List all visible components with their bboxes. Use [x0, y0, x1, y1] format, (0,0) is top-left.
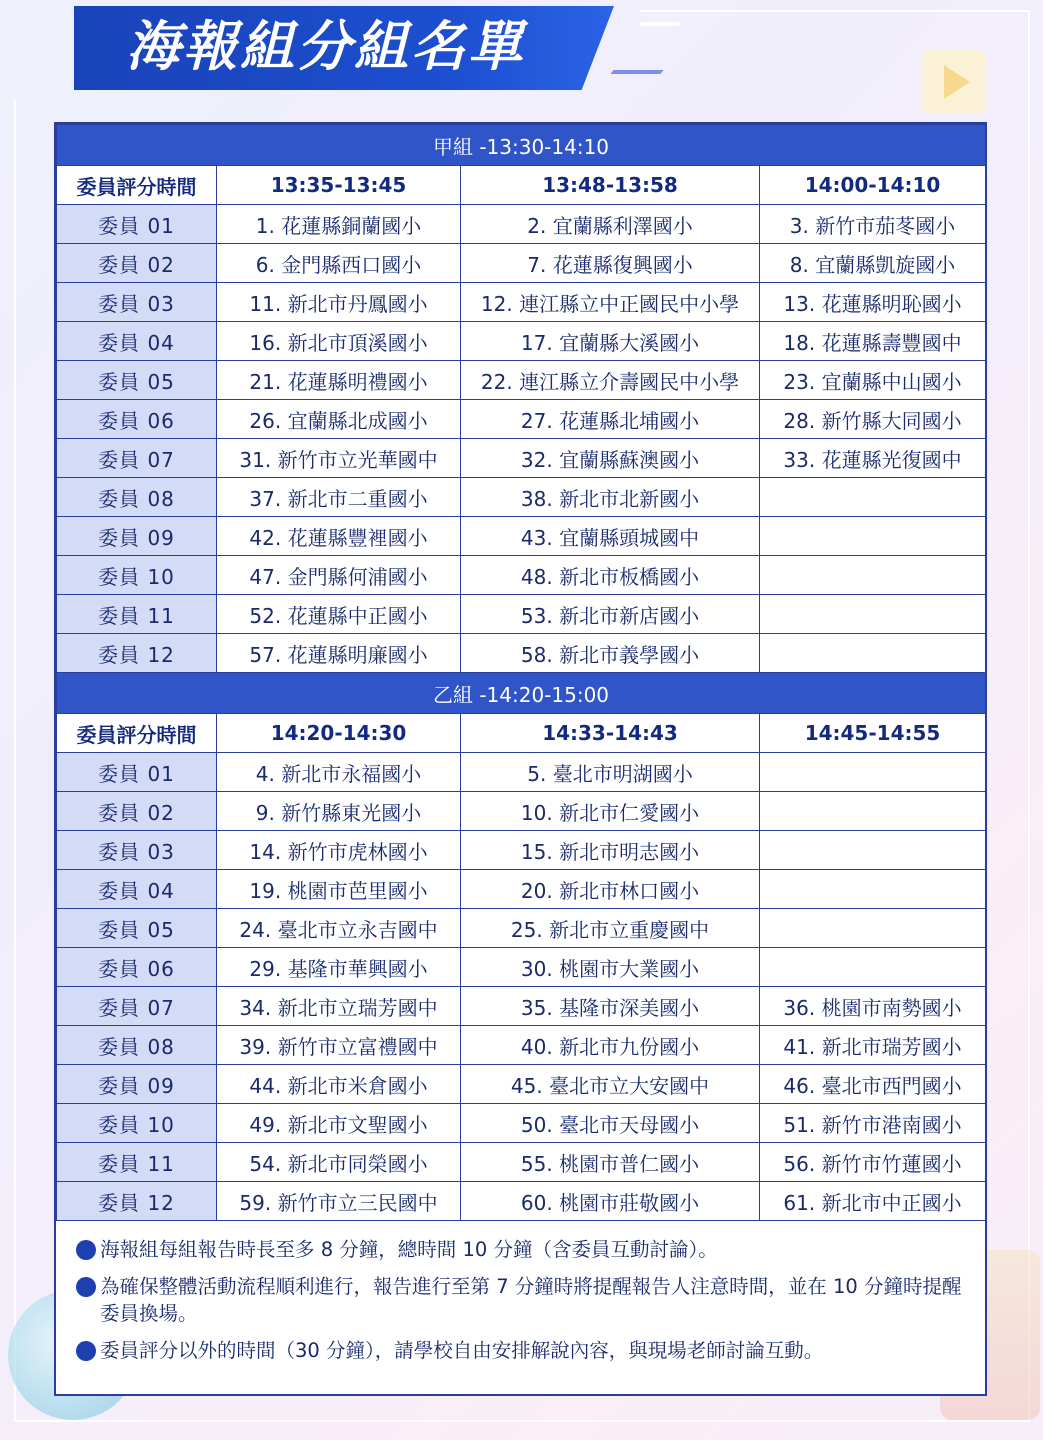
member-label: 委員 03 — [57, 831, 217, 870]
school-cell: 18. 花蓮縣壽豐國中 — [760, 322, 986, 361]
school-cell: 22. 連江縣立介壽國民中小學 — [461, 361, 760, 400]
member-label: 委員 02 — [57, 244, 217, 283]
school-cell: 43. 宜蘭縣頭城國中 — [461, 517, 760, 556]
frame-line-left — [14, 100, 16, 1420]
school-cell — [760, 948, 986, 987]
time-slot-header: 14:00-14:10 — [760, 166, 986, 205]
member-label: 委員 09 — [57, 517, 217, 556]
group-header-row — [57, 125, 986, 166]
school-cell: 13. 花蓮縣明恥國小 — [760, 283, 986, 322]
table-row — [57, 987, 986, 1026]
notes — [76, 1236, 976, 1374]
school-cell: 24. 臺北市立永吉國中 — [217, 909, 461, 948]
school-cell: 1. 花蓮縣銅蘭國小 — [217, 205, 461, 244]
bullet-icon — [76, 1341, 96, 1361]
school-cell: 19. 桃園市芭里國小 — [217, 870, 461, 909]
member-label: 委員 05 — [57, 361, 217, 400]
school-cell: 33. 花蓮縣光復國中 — [760, 439, 986, 478]
school-cell: 44. 新北市米倉國小 — [217, 1065, 461, 1104]
time-label: 委員評分時間 — [57, 714, 217, 753]
deco-stripe-1 — [610, 70, 663, 74]
table-row — [57, 1026, 986, 1065]
school-cell: 8. 宜蘭縣凱旋國小 — [760, 244, 986, 283]
member-label: 委員 02 — [57, 792, 217, 831]
school-cell — [760, 909, 986, 948]
table-row — [57, 1104, 986, 1143]
school-cell: 30. 桃園市大業國小 — [461, 948, 760, 987]
school-cell — [760, 595, 986, 634]
table-row — [57, 439, 986, 478]
school-cell — [760, 870, 986, 909]
member-label: 委員 11 — [57, 1143, 217, 1182]
school-cell — [760, 753, 986, 792]
member-label: 委員 01 — [57, 753, 217, 792]
table-row — [57, 831, 986, 870]
school-cell: 12. 連江縣立中正國民中小學 — [461, 283, 760, 322]
table-row — [57, 909, 986, 948]
school-cell — [760, 634, 986, 673]
schedule-panel — [54, 122, 987, 1396]
school-cell: 23. 宜蘭縣中山國小 — [760, 361, 986, 400]
note-item — [76, 1337, 976, 1364]
time-slot-header: 14:45-14:55 — [760, 714, 986, 753]
school-cell — [760, 831, 986, 870]
school-cell: 53. 新北市新店國小 — [461, 595, 760, 634]
school-cell: 20. 新北市林口國小 — [461, 870, 760, 909]
bullet-icon — [76, 1240, 96, 1260]
time-slot-header: 14:33-14:43 — [461, 714, 760, 753]
school-cell: 61. 新北市中正國小 — [760, 1182, 986, 1221]
school-cell: 2. 宜蘭縣利澤國小 — [461, 205, 760, 244]
member-label: 委員 06 — [57, 400, 217, 439]
time-slot-header: 14:20-14:30 — [217, 714, 461, 753]
frame-line-bottom — [14, 1420, 1030, 1422]
member-label: 委員 09 — [57, 1065, 217, 1104]
school-cell: 15. 新北市明志國小 — [461, 831, 760, 870]
school-cell: 17. 宜蘭縣大溪國小 — [461, 322, 760, 361]
table-row — [57, 556, 986, 595]
school-cell: 45. 臺北市立大安國中 — [461, 1065, 760, 1104]
table-row — [57, 205, 986, 244]
note-text: 海報組每組報告時長至多 8 分鐘，總時間 10 分鐘（含委員互動討論）。 — [100, 1238, 718, 1261]
table-row — [57, 517, 986, 556]
table-row — [57, 1182, 986, 1221]
school-cell: 41. 新北市瑞芳國小 — [760, 1026, 986, 1065]
note-text: 委員評分以外的時間（30 分鐘），請學校自由安排解說內容，與現場老師討論互動。 — [100, 1339, 824, 1362]
school-cell: 60. 桃園市莊敬國小 — [461, 1182, 760, 1221]
member-label: 委員 12 — [57, 1182, 217, 1221]
member-label: 委員 11 — [57, 595, 217, 634]
group-header: 甲組 -13:30-14:10 — [57, 125, 986, 166]
school-cell — [760, 517, 986, 556]
table-row — [57, 948, 986, 987]
school-cell — [760, 478, 986, 517]
deco-stripe-2 — [638, 22, 681, 26]
table-row — [57, 634, 986, 673]
school-cell: 21. 花蓮縣明禮國小 — [217, 361, 461, 400]
time-label: 委員評分時間 — [57, 166, 217, 205]
school-cell: 48. 新北市板橋國小 — [461, 556, 760, 595]
school-cell: 11. 新北市丹鳳國小 — [217, 283, 461, 322]
table-row — [57, 478, 986, 517]
school-cell: 56. 新竹市竹蓮國小 — [760, 1143, 986, 1182]
member-label: 委員 10 — [57, 1104, 217, 1143]
school-cell: 55. 桃園市普仁國小 — [461, 1143, 760, 1182]
school-cell: 58. 新北市義學國小 — [461, 634, 760, 673]
school-cell: 32. 宜蘭縣蘇澳國小 — [461, 439, 760, 478]
school-cell: 35. 基隆市深美國小 — [461, 987, 760, 1026]
play-icon — [922, 50, 986, 114]
member-label: 委員 03 — [57, 283, 217, 322]
table-row — [57, 753, 986, 792]
table-row — [57, 1143, 986, 1182]
school-cell: 16. 新北市頂溪國小 — [217, 322, 461, 361]
school-cell: 54. 新北市同榮國小 — [217, 1143, 461, 1182]
school-cell: 47. 金門縣何浦國小 — [217, 556, 461, 595]
school-cell: 57. 花蓮縣明廉國小 — [217, 634, 461, 673]
page-title: 海報組分組名單 — [126, 15, 525, 78]
school-cell: 50. 臺北市天母國小 — [461, 1104, 760, 1143]
table-row — [57, 400, 986, 439]
member-label: 委員 04 — [57, 870, 217, 909]
member-label: 委員 12 — [57, 634, 217, 673]
school-cell: 38. 新北市北新國小 — [461, 478, 760, 517]
school-cell: 36. 桃園市南勢國小 — [760, 987, 986, 1026]
school-cell — [760, 792, 986, 831]
school-cell: 10. 新北市仁愛國小 — [461, 792, 760, 831]
member-label: 委員 05 — [57, 909, 217, 948]
group-header: 乙組 -14:20-15:00 — [57, 673, 986, 714]
school-cell: 9. 新竹縣東光國小 — [217, 792, 461, 831]
school-cell: 7. 花蓮縣復興國小 — [461, 244, 760, 283]
school-cell — [760, 556, 986, 595]
time-slot-row — [57, 166, 986, 205]
school-cell: 31. 新竹市立光華國中 — [217, 439, 461, 478]
school-cell: 49. 新北市文聖國小 — [217, 1104, 461, 1143]
member-label: 委員 06 — [57, 948, 217, 987]
table-row — [57, 244, 986, 283]
schedule-table — [56, 124, 986, 1221]
member-label: 委員 01 — [57, 205, 217, 244]
time-slot-header: 13:35-13:45 — [217, 166, 461, 205]
table-row — [57, 1065, 986, 1104]
school-cell: 52. 花蓮縣中正國小 — [217, 595, 461, 634]
school-cell: 26. 宜蘭縣北成國小 — [217, 400, 461, 439]
school-cell: 34. 新北市立瑞芳國中 — [217, 987, 461, 1026]
school-cell: 27. 花蓮縣北埔國小 — [461, 400, 760, 439]
member-label: 委員 10 — [57, 556, 217, 595]
time-slot-header: 13:48-13:58 — [461, 166, 760, 205]
table-row — [57, 792, 986, 831]
school-cell: 40. 新北市九份國小 — [461, 1026, 760, 1065]
school-cell: 46. 臺北市西門國小 — [760, 1065, 986, 1104]
group-header-row — [57, 673, 986, 714]
member-label: 委員 08 — [57, 1026, 217, 1065]
school-cell: 39. 新竹市立富禮國中 — [217, 1026, 461, 1065]
table-row — [57, 283, 986, 322]
table-row — [57, 870, 986, 909]
school-cell: 25. 新北市立重慶國中 — [461, 909, 760, 948]
school-cell: 59. 新竹市立三民國中 — [217, 1182, 461, 1221]
school-cell: 42. 花蓮縣豐裡國小 — [217, 517, 461, 556]
frame-line-right — [1028, 10, 1030, 1420]
school-cell: 37. 新北市二重國小 — [217, 478, 461, 517]
note-text: 為確保整體活動流程順利進行，報告進行至第 7 分鐘時將提醒報告人注意時間，並在 10 分鐘時提醒委員換場。 — [100, 1275, 962, 1325]
school-cell: 3. 新竹市茄苳國小 — [760, 205, 986, 244]
school-cell: 28. 新竹縣大同國小 — [760, 400, 986, 439]
member-label: 委員 07 — [57, 987, 217, 1026]
school-cell: 4. 新北市永福國小 — [217, 753, 461, 792]
note-item — [76, 1236, 976, 1263]
member-label: 委員 08 — [57, 478, 217, 517]
school-cell: 6. 金門縣西口國小 — [217, 244, 461, 283]
school-cell: 14. 新竹市虎林國小 — [217, 831, 461, 870]
note-item — [76, 1273, 976, 1327]
school-cell: 5. 臺北市明湖國小 — [461, 753, 760, 792]
member-label: 委員 07 — [57, 439, 217, 478]
table-row — [57, 322, 986, 361]
frame-line-top — [640, 10, 1030, 12]
school-cell: 29. 基隆市華興國小 — [217, 948, 461, 987]
member-label: 委員 04 — [57, 322, 217, 361]
bullet-icon — [76, 1277, 96, 1297]
table-row — [57, 595, 986, 634]
table-row — [57, 361, 986, 400]
time-slot-row — [57, 714, 986, 753]
school-cell: 51. 新竹市港南國小 — [760, 1104, 986, 1143]
